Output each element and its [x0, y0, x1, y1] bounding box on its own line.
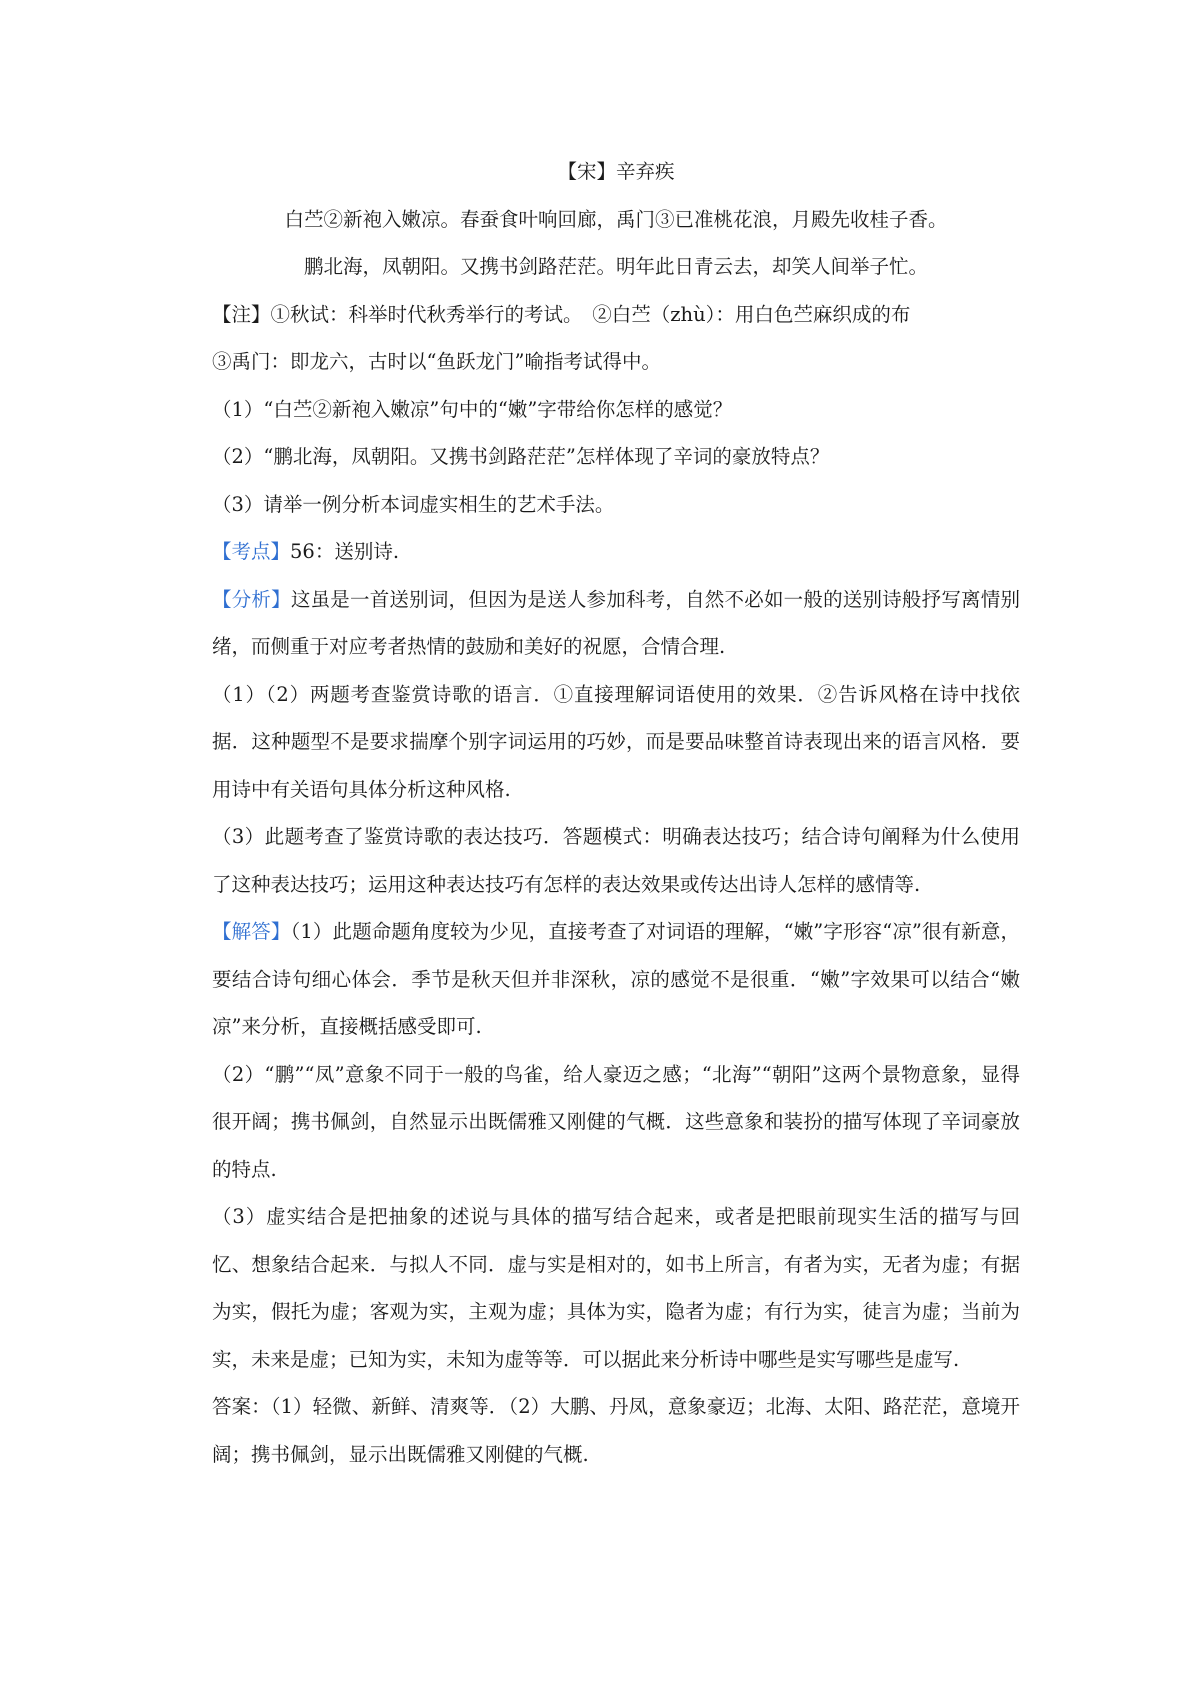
kaodian-text: 56：送别诗.	[290, 540, 400, 563]
note-line-2: ③禹门：即龙六，古时以“鱼跃龙门”喻指考试得中。	[212, 350, 661, 373]
poem-line-1: 白苎②新袍入嫩凉。春蚕食叶响回廊，禹门③已准桃花浪，月殿先收桂子香。	[284, 207, 948, 231]
poem-line-2: 鹏北海，凤朝阳。又携书剑路茫茫。明年此日青云去，却笑人间举子忙。	[303, 255, 928, 278]
kaodian-label: 【考点】	[212, 540, 291, 563]
kaodian-section	[212, 528, 1020, 576]
answer-paragraph: 答案：（1）轻微、新鲜、清爽等．（2）大鹏、丹凤，意象豪迈；北海、太阳、路茫茫，意境开阔；携书佩剑，显示出既儒雅又刚健的气概.	[212, 1395, 1020, 1466]
document-page	[212, 148, 1020, 1478]
jieda-text: （1）此题命题角度较为少见，直接考查了对词语的理解，“嫩”字形容“凉”很有新意，要结合诗句细心体会．季节是秋天但并非深秋，凉的感觉不是很重．“嫩”字效果可以结合“嫩凉”来分析，直接概括感受即可.	[212, 920, 1020, 1038]
fenxi-paragraph-3: （3）此题考查了鉴赏诗歌的表达技巧．答题模式：明确表达技巧；结合诗句阐释为什么使用了这种表达技巧；运用这种表达技巧有怎样的表达效果或传达出诗人怎样的感情等.	[212, 825, 1020, 896]
question-3: （3）请举一例分析本词虚实相生的艺术手法。	[212, 492, 615, 516]
poem-author: 【宋】辛弃疾	[557, 160, 675, 183]
jieda-paragraph-2: （2）“鹏”“凤”意象不同于一般的鸟雀，给人豪迈之感；“北海”“朝阳”这两个景物意象，显得很开阔；携书佩剑，自然显示出既儒雅又刚健的气概．这些意象和装扮的描写体现了辛词豪放的特点.	[212, 1062, 1020, 1181]
jieda-paragraph-3: （3）虚实结合是把抽象的述说与具体的描写结合起来，或者是把眼前现实生活的描写与回忆、想象结合起来．与拟人不同．虚与实是相对的，如书上所言，有者为实，无者为虚；有据为实，假托为虚；客观为实，主观为虚；具体为实，隐者为虚；有行为实，徒言为虚；当前为实，未来是虚；已知为实，未知为虚等等．可以据此来分析诗中哪些是实写哪些是虚写.	[212, 1205, 1020, 1371]
note-line-1: 【注】①秋试：科举时代秋秀举行的考试。 ②白苎（zhù）：用白色苎麻织成的布	[212, 302, 911, 326]
fenxi-paragraph-2: （1）（2）两题考查鉴赏诗歌的语言．①直接理解词语使用的效果．②告诉风格在诗中找依据．这种题型不是要求揣摩个别字词运用的巧妙，而是要品味整首诗表现出来的语言风格．要用诗中有关语句具体分析这种风格.	[212, 682, 1020, 801]
question-2: （2）“鹏北海，凤朝阳。又携书剑路茫茫”怎样体现了辛词的豪放特点？	[212, 445, 830, 468]
fenxi-section	[212, 576, 1020, 671]
jieda-label: 【解答】	[212, 920, 291, 943]
question-1: （1）“白苎②新袍入嫩凉”句中的“嫩”字带给你怎样的感觉？	[212, 397, 733, 421]
fenxi-label: 【分析】	[212, 587, 291, 611]
fenxi-text: 这虽是一首送别词，但因为是送人参加科考，自然不必如一般的送别诗般抒写离情别绪，而侧重于对应考者热情的鼓励和美好的祝愿，合情合理.	[212, 587, 1020, 658]
jieda-section	[212, 908, 1020, 1051]
